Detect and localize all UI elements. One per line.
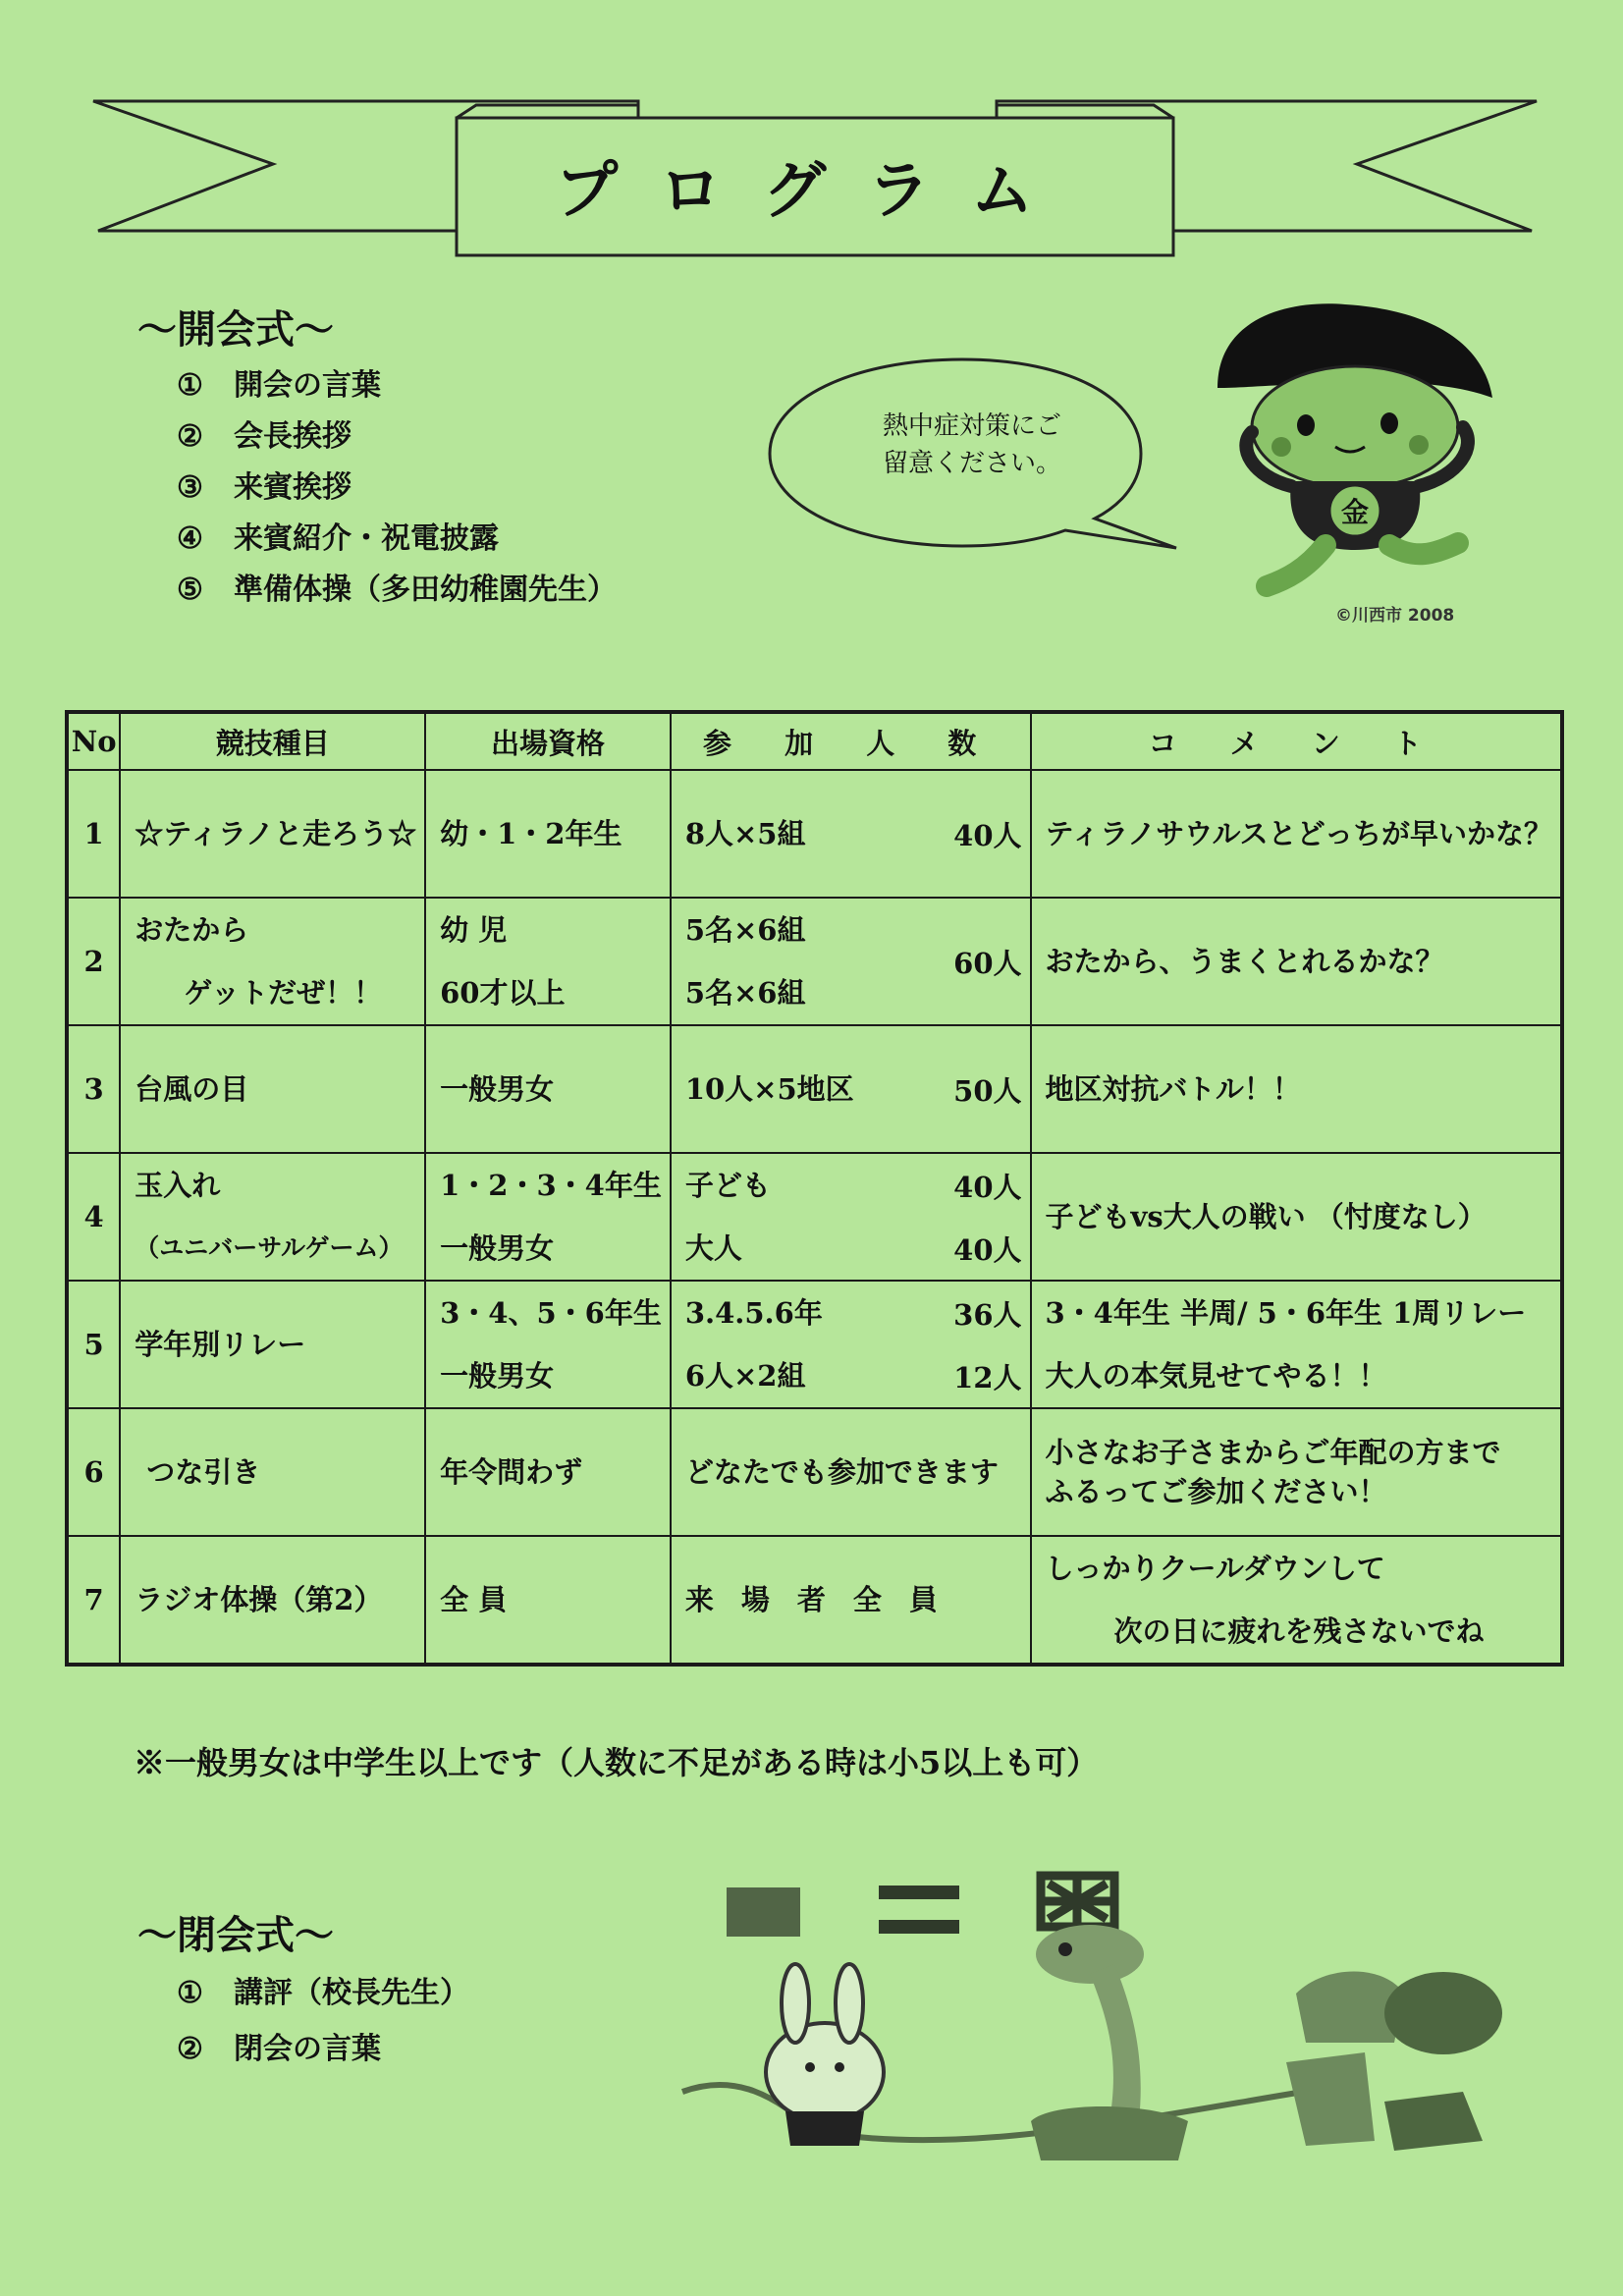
row-event: ラジオ体操（第2）	[120, 1536, 425, 1665]
row-eligibility: 一般男女	[425, 1025, 671, 1153]
row-comment: 子どもvs大人の戦い （忖度なし）	[1031, 1153, 1563, 1281]
header-no: No	[67, 712, 120, 770]
row-comment: ティラノサウルスとどっちが早いかな？	[1031, 770, 1563, 898]
closing-ceremony-heading: 〜閉会式〜	[137, 1912, 334, 1958]
closing-illustration	[677, 1866, 1551, 2190]
opening-item: ③ 来賓挨拶	[177, 470, 352, 505]
closing-item: ① 講評（校長先生）	[177, 1976, 469, 2010]
row-comment: 3・4年生 半周/ 5・6年生 1周リレー 大人の本気見せてやる！！	[1031, 1281, 1563, 1408]
table-row	[67, 1281, 1562, 1408]
table-row	[67, 770, 1562, 898]
header-participants: 参 加 人 数	[671, 712, 1031, 770]
row-participants: 子ども 40人 大人 40人	[671, 1153, 1031, 1281]
opening-item: ② 会長挨拶	[177, 419, 352, 454]
row-no: 4	[67, 1153, 120, 1281]
row-comment: しっかりクールダウンして 次の日に疲れを残さないでね	[1031, 1536, 1563, 1665]
table-row	[67, 1153, 1562, 1281]
row-eligibility: 幼 児 60才以上	[425, 898, 671, 1025]
opening-ceremony-heading: 〜開会式〜	[137, 306, 334, 353]
row-participants: 3.4.5.6年 36人 6人×2組 12人	[671, 1281, 1031, 1408]
row-eligibility: 年令問わず	[425, 1408, 671, 1536]
row-participants: 8人×5組 40人	[671, 770, 1031, 898]
row-participants: 10人×5地区 50人	[671, 1025, 1031, 1153]
row-comment: 地区対抗バトル！！	[1031, 1025, 1563, 1153]
row-comment: 小さなお子さまからご年配の方まで ふるってご参加ください！	[1031, 1408, 1563, 1536]
heatstroke-notice: 熱中症対策にご 留意ください。	[882, 411, 1061, 478]
row-participants: 来場者全員	[671, 1536, 1031, 1665]
copyright-label: ©川西市 2008	[1335, 606, 1455, 626]
row-event: ☆ティラノと走ろう☆	[120, 770, 425, 898]
svg-text:金: 金	[1340, 496, 1370, 528]
general-note: ※一般男女は中学生以上です（人数に不足がある時は小5以上も可）	[134, 1744, 1099, 1781]
opening-item: ① 開会の言葉	[177, 368, 381, 403]
header-comment: コ メ ン ト	[1031, 712, 1563, 770]
row-no: 6	[67, 1408, 120, 1536]
row-eligibility: 幼・1・2年生	[425, 770, 671, 898]
table-header-row	[67, 712, 1562, 770]
row-event: つな引き	[120, 1408, 425, 1536]
row-no: 5	[67, 1281, 120, 1408]
program-table	[65, 710, 1564, 1667]
row-no: 3	[67, 1025, 120, 1153]
row-no: 1	[67, 770, 120, 898]
row-eligibility: 1・2・3・4年生 一般男女	[425, 1153, 671, 1281]
row-participants: 5名×6組 5名×6組 60人	[671, 898, 1031, 1025]
row-event: おたから ゲットだぜ！！	[120, 898, 425, 1025]
row-comment: おたから、うまくとれるかな？	[1031, 898, 1563, 1025]
header-event: 競技種目	[120, 712, 425, 770]
header-eligibility: 出場資格	[425, 712, 671, 770]
table-row	[67, 898, 1562, 1025]
row-event: 台風の目	[120, 1025, 425, 1153]
table-row	[67, 1408, 1562, 1536]
table-row	[67, 1536, 1562, 1665]
row-no: 2	[67, 898, 120, 1025]
row-event: 玉入れ （ユニバーサルゲーム）	[120, 1153, 425, 1281]
opening-item: ⑤ 準備体操（多田幼稚園先生）	[177, 573, 617, 607]
row-no: 7	[67, 1536, 120, 1665]
row-event: 学年別リレー	[120, 1281, 425, 1408]
page-title: プログラム	[555, 154, 1075, 228]
closing-item: ② 閉会の言葉	[177, 2032, 381, 2066]
row-eligibility: 3・4、5・6年生 一般男女	[425, 1281, 671, 1408]
opening-item: ④ 来賓紹介・祝電披露	[177, 521, 499, 556]
row-eligibility: 全 員	[425, 1536, 671, 1665]
row-participants: どなたでも参加できます	[671, 1408, 1031, 1536]
table-row	[67, 1025, 1562, 1153]
mascot-character-illustration	[1198, 300, 1512, 604]
